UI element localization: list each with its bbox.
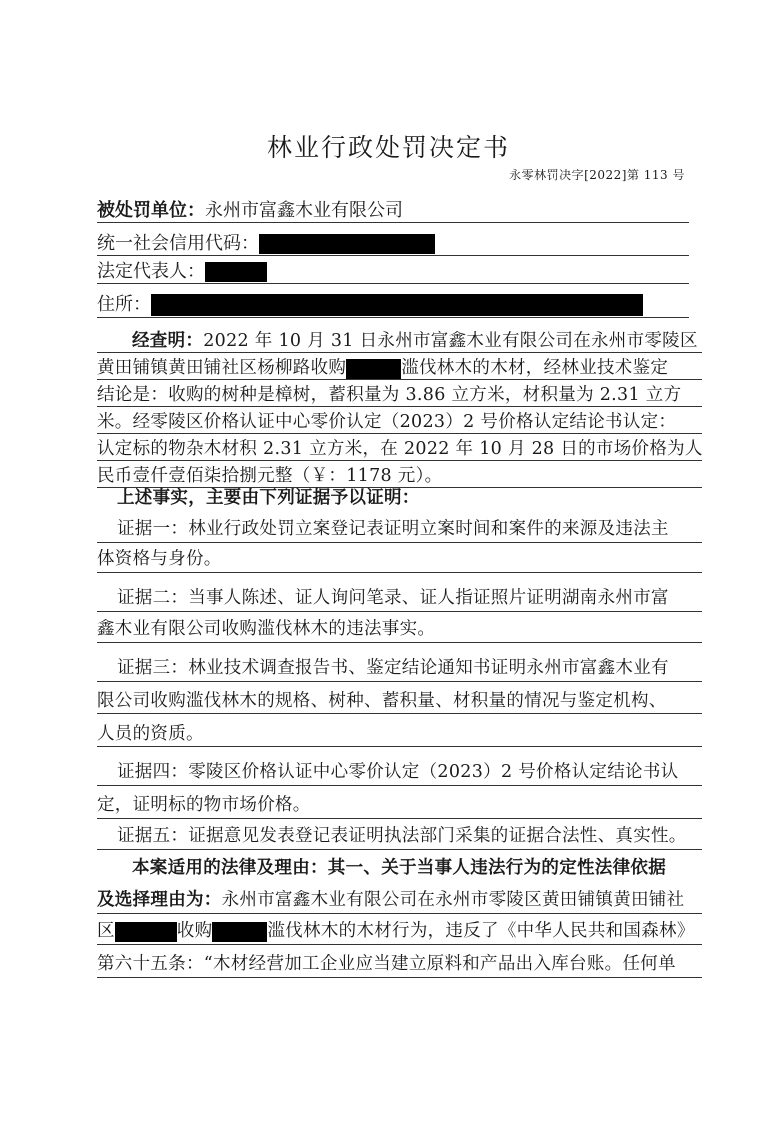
redaction-block bbox=[259, 234, 435, 254]
line-underline bbox=[97, 681, 702, 682]
line-underline bbox=[97, 977, 702, 978]
party-label: 被处罚单位： bbox=[97, 200, 205, 221]
address-underline bbox=[97, 317, 689, 318]
line-underline bbox=[97, 433, 702, 434]
line-underline bbox=[97, 611, 702, 612]
law-lead: 本案适用的法律及理由：其一、关于当事人违法行为的定性法律依据 bbox=[132, 858, 666, 878]
line-underline bbox=[97, 379, 702, 380]
redaction-block bbox=[346, 359, 401, 379]
findings-line: 米。经零陵区价格认证中心零价认定（2023）2 号价格认定结论书认定： bbox=[97, 412, 677, 432]
party-underline bbox=[97, 222, 689, 223]
findings-lead: 经查明： bbox=[132, 331, 204, 351]
findings-line: 民币壹仟壹佰柒拾捌元整（￥：1178 元）。 bbox=[97, 466, 443, 486]
legal-rep-row bbox=[97, 259, 267, 285]
evidence-label: 证据一： bbox=[117, 519, 189, 539]
line-underline bbox=[97, 542, 702, 543]
credit-code-label: 统一社会信用代码： bbox=[97, 233, 259, 254]
document-number: 永零林罚决字[2022]第 113 号 bbox=[509, 168, 685, 182]
redaction-block bbox=[115, 922, 177, 942]
law-line: 第六十五条：“木材经营加工企业应当建立原料和产品出入库台账。任何单 bbox=[97, 954, 676, 974]
party-value: 永州市富鑫木业有限公司 bbox=[205, 200, 403, 221]
line-underline bbox=[97, 818, 702, 819]
evidence-item: 证据五：证据意见发表登记表证明执法部门采集的证据合法性、真实性。 bbox=[117, 826, 687, 846]
line-underline bbox=[97, 849, 702, 850]
evidence-line: 定，证明标的物市场价格。 bbox=[97, 795, 311, 815]
line-underline bbox=[97, 352, 702, 353]
evidence-line: 人员的资质。 bbox=[97, 724, 204, 744]
address-row bbox=[97, 292, 643, 318]
redaction-block bbox=[212, 922, 267, 942]
legal-rep-underline bbox=[97, 283, 689, 284]
line-underline bbox=[97, 642, 702, 643]
evidence-label: 证据三： bbox=[117, 658, 189, 678]
line-underline bbox=[97, 713, 702, 714]
law-lead-continued: 及选择理由为： bbox=[97, 890, 222, 910]
redaction-block bbox=[205, 262, 267, 282]
evidence-item: 证据三：林业技术调查报告书、鉴定结论通知书证明永州市富鑫木业有 bbox=[117, 658, 669, 678]
line-underline bbox=[97, 944, 702, 945]
evidence-intro: 上述事实，主要由下列证据予以证明： bbox=[117, 488, 420, 508]
evidence-item: 证据二：当事人陈述、证人询问笔录、证人指证照片证明湖南永州市富 bbox=[117, 588, 669, 608]
evidence-line: 限公司收购滥伐林木的规格、树种、蓄积量、材积量的情况与鉴定机构、 bbox=[97, 691, 667, 711]
line-underline bbox=[97, 460, 702, 461]
findings-line: 结论是：收购的树种是樟树，蓄积量为 3.86 立方米，材积量为 2.31 立方 bbox=[97, 385, 682, 405]
evidence-label: 证据四： bbox=[117, 762, 189, 782]
line-underline bbox=[97, 913, 702, 914]
evidence-item: 证据一：林业行政处罚立案登记表证明立案时间和案件的来源及违法主 bbox=[117, 519, 669, 539]
findings-line: 认定标的物杂木材积 2.31 立方米，在 2022 年 10 月 28 日的市场价格为人 bbox=[97, 439, 703, 459]
legal-rep-label: 法定代表人： bbox=[97, 261, 205, 282]
party-row bbox=[97, 198, 403, 224]
address-label: 住所： bbox=[97, 294, 151, 315]
law-line: 及选择理由为：永州市富鑫木业有限公司在永州市零陵区黄田铺镇黄田铺社 bbox=[97, 890, 685, 910]
evidence-item: 证据四：零陵区价格认证中心零价认定（2023）2 号价格认定结论书认 bbox=[117, 762, 679, 782]
document-title: 林业行政处罚决定书 bbox=[266, 133, 510, 162]
line-underline bbox=[97, 406, 702, 407]
line-underline bbox=[97, 572, 702, 573]
line-underline bbox=[97, 785, 702, 786]
credit-code-row bbox=[97, 231, 435, 257]
findings-line: 经查明：2022 年 10 月 31 日永州市富鑫木业有限公司在永州市零陵区 bbox=[132, 331, 698, 351]
evidence-line: 体资格与身份。 bbox=[97, 549, 222, 569]
evidence-label: 证据二： bbox=[117, 588, 189, 608]
redaction-block bbox=[151, 294, 643, 316]
evidence-line: 鑫木业有限公司收购滥伐林木的违法事实。 bbox=[97, 619, 436, 639]
line-underline bbox=[97, 746, 702, 747]
findings-line: 黄田铺镇黄田铺社区杨柳路收购 滥伐林木的木材，经林业技术鉴定 bbox=[97, 358, 669, 378]
credit-code-underline bbox=[97, 255, 689, 256]
law-line: 区 收购 滥伐林木的木材行为，违反了《中华人民共和国森林》 bbox=[97, 921, 695, 941]
evidence-label: 证据五： bbox=[117, 826, 189, 846]
